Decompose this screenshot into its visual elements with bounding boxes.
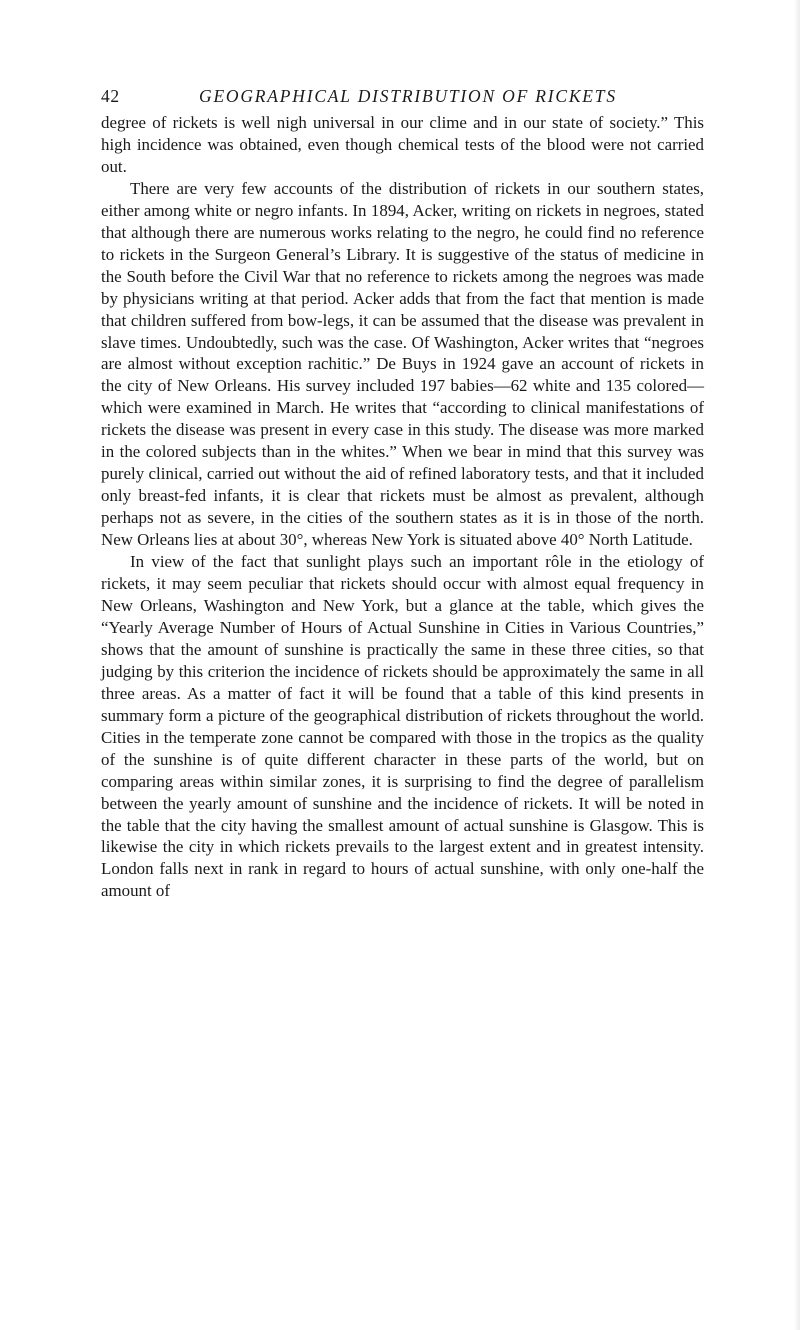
running-title: GEOGRAPHICAL DISTRIBUTION OF RICKETS — [199, 86, 617, 106]
body-text — [101, 112, 704, 902]
paragraph-sunlight: In view of the fact that sunlight plays such an important rôle in the etiology of rickets, it may seem peculiar that rickets should occur with almost equal frequency in New Orleans, Washington and New York, but a glance at the table, which gives the “Yearly Average Number of Hours of Actual Sunshine in Cities in Various Countries,” shows that the amount of sunshine is practically the same in these three cities, so that judging by this criterion the incidence of rickets should be approximately the same in all three areas. As a matter of fact it will be found that a table of this kind presents in summary form a picture of the geographical distribution of rickets throughout the world. Cities in the temperate zone cannot be compared with those in the tropics as the quality of the sunshine is of quite different character in these parts of the world, but on comparing areas within similar zones, it is surprising to find the degree of parallelism between the yearly amount of sunshine and the incidence of rickets. It will be noted in the table that the city having the smallest amount of actual sunshine is Glasgow. This is likewise the city in which rickets prevails to the largest extent and in greatest intensity. London falls next in rank in regard to hours of actual sunshine, with only one-half the amount of — [101, 552, 704, 901]
page-number: 42 — [101, 86, 120, 106]
running-head — [101, 86, 681, 110]
paragraph-southern-states: There are very few accounts of the distribution of rickets in our southern states, either among white or negro infants. In 1894, Acker, writing on rickets in negroes, stated that although there are numerous works relating to the negro, he could find no reference to rickets in the Surgeon General’s Library. It is suggestive of the status of medicine in the South before the Civil War that no reference to rickets among the negroes was made by physicians writing at that period. Acker adds that from the fact that mention is made that children suffered from bow-legs, it can be assumed that the disease was prevalent in slave times. Undoubtedly, such was the case. Of Washington, Acker writes that “negroes are almost without exception rachitic.” De Buys in 1924 gave an account of rickets in the city of New Orleans. His survey included 197 babies—62 white and 135 colored—which were examined in March. He writes that “according to clinical manifestations of rickets the disease was present in every case in this study. The disease was more marked in the colored subjects than in the whites.” When we bear in mind that this survey was purely clinical, carried out without the aid of refined laboratory tests, and that it included only breast-fed infants, it is clear that rickets must be almost as prevalent, although perhaps not as severe, in the cities of the southern states as it is in those of the north. New Orleans lies at about 30°, whereas New York is situated above 40° North Latitude. — [101, 178, 704, 550]
page-edge-shadow — [794, 0, 800, 1330]
paragraph-continuation: degree of rickets is well nigh universal in our clime and in our state of society.” This high incidence was obtained, even though chemical tests of the blood were not carried out. — [101, 113, 704, 176]
